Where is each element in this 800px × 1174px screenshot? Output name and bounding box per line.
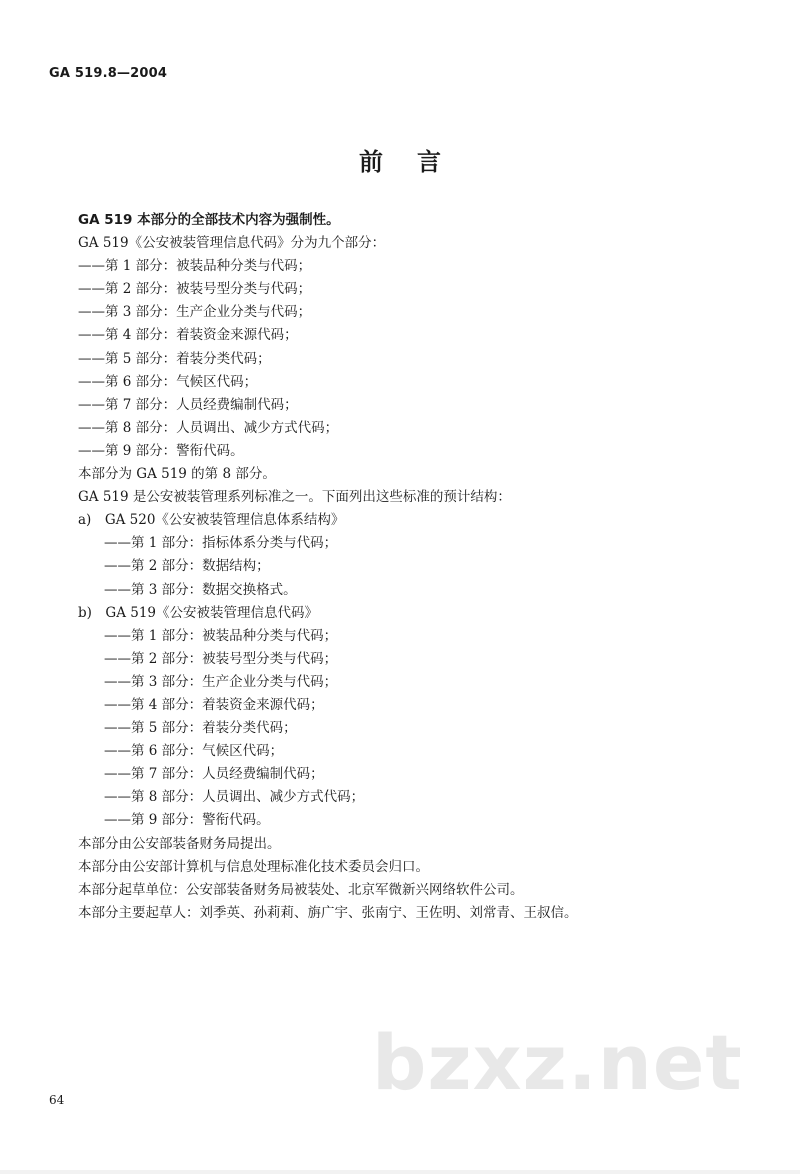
list-item: ——第 2 部分：被装号型分类与代码； <box>104 650 338 667</box>
site-watermark: bzxz.net <box>372 1018 743 1107</box>
list-item: ——第 1 部分：被装品种分类与代码； <box>78 258 312 275</box>
list-item: ——第 7 部分：人员经费编制代码； <box>78 396 298 413</box>
page-bottom-edge <box>0 1170 800 1174</box>
list-item: ——第 6 部分：气候区代码； <box>78 373 258 390</box>
paragraph: 本部分为 GA 519 的第 8 部分。 <box>78 466 276 483</box>
list-item: ——第 4 部分：着装资金来源代码； <box>78 327 298 344</box>
list-item: ——第 2 部分：被装号型分类与代码； <box>78 281 312 298</box>
page-title: 前言 <box>359 148 475 176</box>
list-item: ——第 3 部分：数据交换格式。 <box>104 581 297 598</box>
list-item: ——第 9 部分：警衔代码。 <box>104 812 270 829</box>
list-item: ——第 8 部分：人员调出、减少方式代码； <box>78 419 339 436</box>
paragraph: GA 519 是公安被装管理系列标准之一。下面列出这些标准的预计结构： <box>78 489 511 506</box>
paragraph-parts-intro: GA 519《公安被装管理信息代码》分为九个部分： <box>78 235 386 252</box>
list-item: ——第 3 部分：生产企业分类与代码； <box>78 304 312 321</box>
list-item: ——第 6 部分：气候区代码； <box>104 743 284 760</box>
paragraph-mandatory: GA 519 本部分的全部技术内容为强制性。 <box>78 212 340 228</box>
list-item: ——第 3 部分：生产企业分类与代码； <box>104 673 338 690</box>
paragraph: 本部分主要起草人：刘季英、孙莉莉、旃广宇、张南宁、王佐明、刘常青、王叔信。 <box>78 904 578 921</box>
standard-code: GA 519.8—2004 <box>49 66 168 81</box>
list-item: ——第 7 部分：人员经费编制代码； <box>104 766 324 783</box>
list-heading-a: a) GA 520《公安被装管理信息体系结构》 <box>78 512 345 529</box>
list-heading-b: b) GA 519《公安被装管理信息代码》 <box>78 604 319 621</box>
list-item: ——第 8 部分：人员调出、减少方式代码； <box>104 789 365 806</box>
list-item: ——第 1 部分：被装品种分类与代码； <box>104 627 338 644</box>
paragraph: 本部分由公安部计算机与信息处理标准化技术委员会归口。 <box>78 858 429 875</box>
list-item: ——第 4 部分：着装资金来源代码； <box>104 696 324 713</box>
list-item: ——第 5 部分：着装分类代码； <box>78 350 271 367</box>
list-item: ——第 9 部分：警衔代码。 <box>78 442 244 459</box>
foreword-body <box>0 209 800 925</box>
list-item: ——第 2 部分：数据结构； <box>104 558 270 575</box>
list-item: ——第 1 部分：指标体系分类与代码； <box>104 535 338 552</box>
paragraph: 本部分由公安部装备财务局提出。 <box>78 835 281 852</box>
list-item: ——第 5 部分：着装分类代码； <box>104 720 297 737</box>
paragraph: 本部分起草单位：公安部装备财务局被装处、北京军微新兴网络软件公司。 <box>78 881 524 898</box>
page-number: 64 <box>49 1093 65 1107</box>
